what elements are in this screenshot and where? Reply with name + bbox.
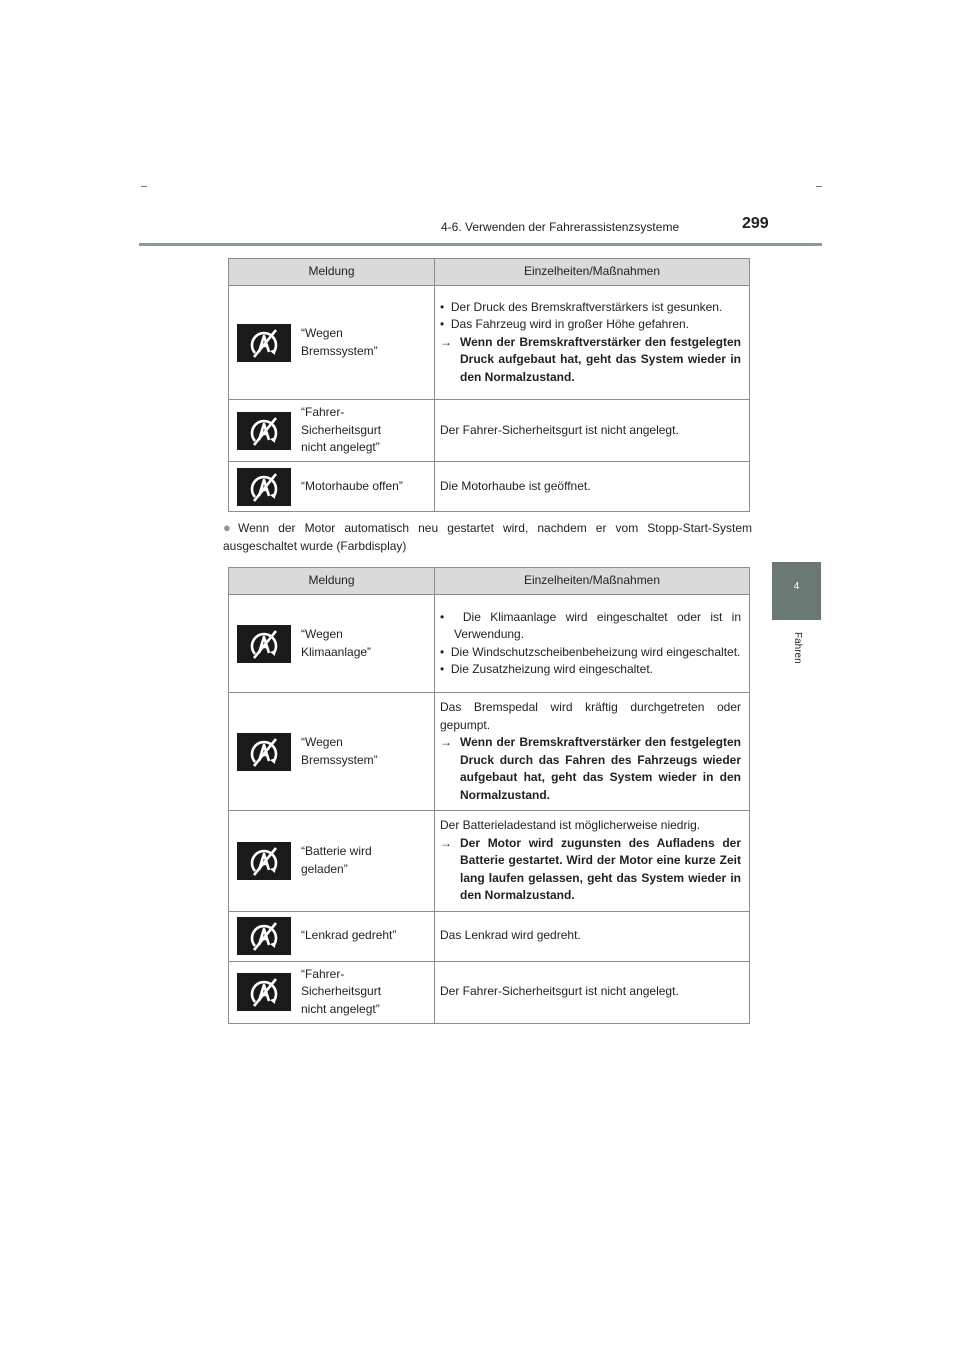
table-row — [229, 400, 750, 462]
stop-start-off-icon — [237, 468, 291, 506]
message-table-2 — [228, 567, 750, 1024]
table-header-row — [229, 259, 750, 286]
message-text: “Wegen Klimaanlage” — [301, 627, 372, 659]
details-cell — [435, 693, 750, 811]
details-cell: Der Fahrer-Sicherheitsgurt ist nicht angelegt. — [435, 400, 750, 462]
note-paragraph — [223, 519, 752, 555]
crop-mark-left — [141, 186, 147, 187]
details-cell — [435, 811, 750, 912]
message-table-1 — [228, 258, 750, 512]
column-header-details: Einzelheiten/Maßnahmen — [435, 259, 750, 286]
message-cell — [229, 462, 435, 512]
stop-start-off-icon — [237, 733, 291, 771]
chapter-label: Fahren — [792, 632, 803, 664]
bullet-icon: ● — [223, 520, 231, 535]
list-item: • Die Klimaanlage wird eingeschaltet oder ist in Verwendung. — [440, 609, 741, 641]
list-item: • Der Druck des Bremskraftverstärkers ist gesunken. — [440, 299, 723, 314]
chapter-tab[interactable] — [772, 562, 821, 620]
page-number: 299 — [742, 215, 769, 232]
table-row — [229, 286, 750, 400]
detail-text: Das Bremspedal wird kräftig durchgetreten oder gepumpt. — [440, 700, 741, 732]
message-text: “Wegen Bremssystem” — [301, 735, 378, 767]
stop-start-off-icon — [237, 917, 291, 955]
column-header-message: Meldung — [229, 568, 435, 595]
crop-mark-right — [816, 186, 822, 187]
table-row — [229, 911, 750, 961]
details-cell: Die Motorhaube ist geöffnet. — [435, 462, 750, 512]
column-header-message: Meldung — [229, 259, 435, 286]
message-cell — [229, 911, 435, 961]
message-cell — [229, 693, 435, 811]
message-cell — [229, 961, 435, 1023]
chapter-number: 4 — [793, 581, 800, 592]
stop-start-off-icon — [237, 324, 291, 362]
stop-start-off-icon — [237, 842, 291, 880]
table-row — [229, 693, 750, 811]
table-row — [229, 811, 750, 912]
table-header-row — [229, 568, 750, 595]
stop-start-off-icon — [237, 412, 291, 450]
message-cell — [229, 811, 435, 912]
message-cell — [229, 286, 435, 400]
list-item: • Die Windschutzscheibenbeheizung wird eingeschaltet. — [440, 644, 741, 659]
header-rule — [139, 243, 822, 246]
details-cell: Das Lenkrad wird gedreht. — [435, 911, 750, 961]
message-cell — [229, 400, 435, 462]
message-text: “Batterie wird geladen” — [301, 844, 372, 876]
stop-start-off-icon — [237, 625, 291, 663]
column-header-details: Einzelheiten/Maßnahmen — [435, 568, 750, 595]
details-cell — [435, 286, 750, 400]
message-text: “Fahrer-Sicherheitsgurt nicht angelegt” — [301, 405, 382, 455]
action-text: → Wenn der Bremskraftverstärker den festgelegten Druck aufgebaut hat, geht das System wieder in den Normalzustand. — [440, 334, 741, 384]
detail-text: Der Batterieladestand ist möglicherweise niedrig. — [440, 818, 701, 832]
message-text: “Wegen Bremssystem” — [301, 326, 378, 358]
list-item: • Die Zusatzheizung wird eingeschaltet. — [440, 662, 653, 676]
note-text: Wenn der Motor automatisch neu gestartet wird, nachdem er vom Stopp-Start-System ausgeschaltet wurde (Farbdisplay) — [223, 521, 752, 553]
table-row — [229, 462, 750, 512]
message-text: “Fahrer-Sicherheitsgurt nicht angelegt” — [301, 966, 382, 1016]
section-title: 4-6. Verwenden der Fahrerassistenzsysteme — [441, 220, 680, 234]
action-text: → Der Motor wird zugunsten des Aufladens der Batterie gestartet. Wird der Motor eine kurze Zeit lang laufen gelassen, geht das System wieder in den Normalzustand. — [440, 835, 741, 902]
stop-start-off-icon — [237, 973, 291, 1011]
action-text: → Wenn der Bremskraftverstärker den festgelegten Druck durch das Fahren des Fahrzeugs wieder aufgebaut hat, geht das System wieder in den Normalzustand. — [440, 735, 741, 802]
table-row — [229, 961, 750, 1023]
message-text: “Motorhaube offen” — [301, 478, 403, 493]
details-cell: Der Fahrer-Sicherheitsgurt ist nicht angelegt. — [435, 961, 750, 1023]
list-item: • Das Fahrzeug wird in großer Höhe gefahren. — [440, 317, 689, 332]
message-text: “Lenkrad gedreht” — [301, 928, 397, 943]
table-row — [229, 595, 750, 693]
details-cell — [435, 595, 750, 693]
message-cell — [229, 595, 435, 693]
